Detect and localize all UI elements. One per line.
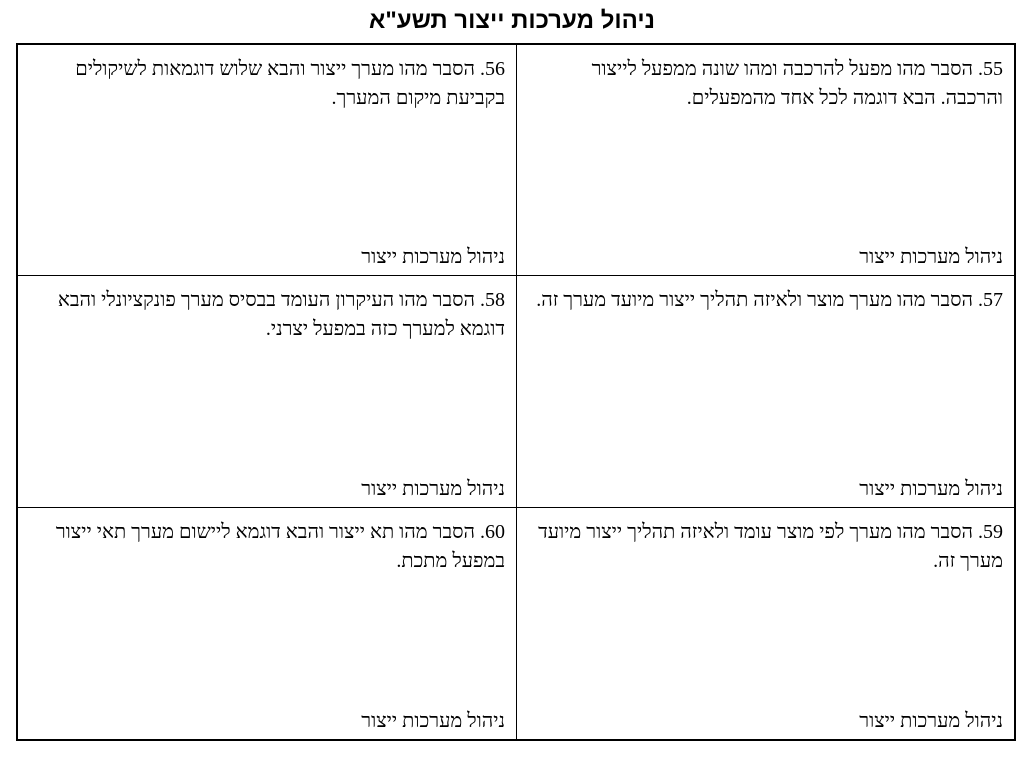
question-text-block: 55. הסבר מהו מפעל להרכבה ומהו שונה ממפעל לייצור והרכבה. הבא דוגמה לכל אחד מהמפעלים. <box>591 58 1003 109</box>
question-number: 55 <box>983 58 1003 80</box>
question-card <box>18 276 516 507</box>
question-card <box>18 45 516 276</box>
question-card <box>516 45 1014 276</box>
question-text-block: 57. הסבר מהו מערך מוצר ולאיזה תהליך ייצור מיועד מערך זה. <box>536 289 1003 312</box>
question-number: 60 <box>485 520 505 543</box>
page-title: ניהול מערכות ייצור תשע"א <box>368 7 655 34</box>
card-footer-label: ניהול מערכות ייצור <box>361 246 505 269</box>
card-footer-label: ניהול מערכות ייצור <box>859 246 1003 269</box>
card-footer-label: ניהול מערכות ייצור <box>859 477 1003 500</box>
question-text-block: 58. הסבר מהו העיקרון העומד בבסיס מערך פונקציונלי והבא דוגמא למערך כזה במפעל יצרני. <box>57 289 505 341</box>
question-text: הסבר מהו מפעל להרכבה ומהו שונה ממפעל לייצור והרכבה. הבא דוגמה לכל אחד מהמפעלים. <box>591 58 1003 109</box>
question-text-block: 59. הסבר מהו מערך לפי מוצר עומד ולאיזה תהליך ייצור מיועד מערך זה. <box>538 520 1003 572</box>
question-text: הסבר מהו מערך ייצור והבא שלוש דוגמאות לשיקולים בקביעת מיקום המערך. <box>75 58 505 109</box>
question-number: 59 <box>983 520 1003 543</box>
card-footer-label: ניהול מערכות ייצור <box>859 709 1003 732</box>
card-footer-label: ניהול מערכות ייצור <box>361 477 505 500</box>
question-text: הסבר מהו תא ייצור והבא דוגמא ליישום מערך תאי ייצור במפעל מתכת. <box>55 520 505 572</box>
question-number: 56 <box>485 58 505 80</box>
card-footer-label: ניהול מערכות ייצור <box>361 709 505 732</box>
question-text: הסבר מהו מערך לפי מוצר עומד ולאיזה תהליך ייצור מיועד מערך זה. <box>538 520 1003 572</box>
question-text: הסבר מהו העיקרון העומד בבסיס מערך פונקציונלי והבא דוגמא למערך כזה במפעל יצרני. <box>57 289 505 341</box>
question-card <box>516 508 1014 739</box>
question-text-block: 56. הסבר מהו מערך ייצור והבא שלוש דוגמאות לשיקולים בקביעת מיקום המערך. <box>75 58 505 109</box>
question-card <box>516 276 1014 507</box>
question-number: 58 <box>485 289 505 312</box>
question-text: הסבר מהו מערך מוצר ולאיזה תהליך ייצור מיועד מערך זה. <box>536 289 973 312</box>
question-cards-grid <box>16 43 1016 741</box>
question-text-block: 60. הסבר מהו תא ייצור והבא דוגמא ליישום מערך תאי ייצור במפעל מתכת. <box>55 520 505 572</box>
question-card <box>18 508 516 739</box>
question-number: 57 <box>983 289 1003 312</box>
